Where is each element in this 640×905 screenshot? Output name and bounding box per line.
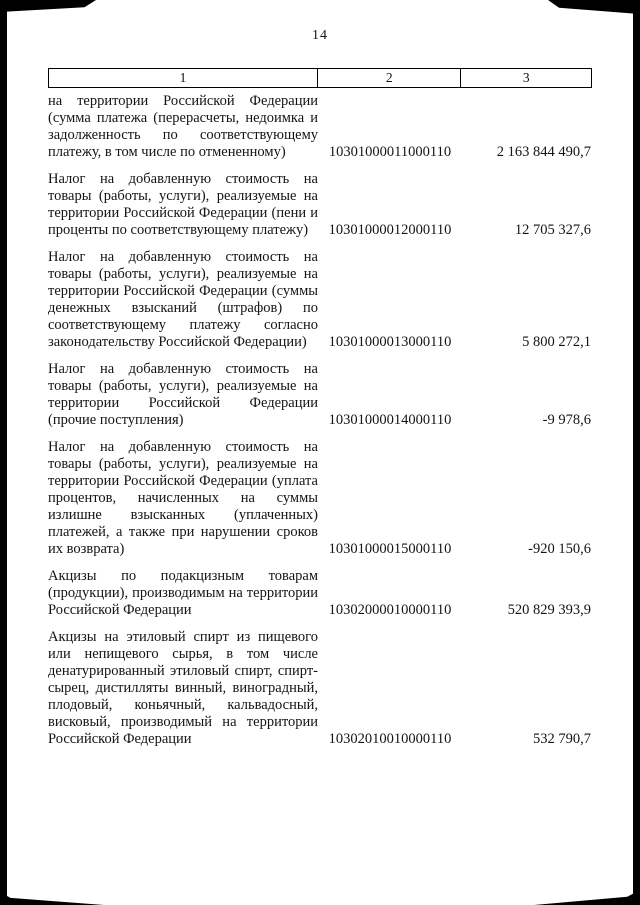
scan-corner-top-left — [0, 0, 96, 12]
table-row — [48, 249, 592, 351]
scan-corner-bottom-left — [0, 892, 104, 905]
column-header-3: 3 — [522, 70, 530, 85]
row-amount: -920 150,6 — [528, 541, 591, 557]
row-description: Налог на добавленную стоимость на товары (работы, услуги), реализуемые на территории Российской Федерации (пени и проценты по соответствующему платежу) — [48, 171, 318, 238]
table-row — [48, 171, 592, 239]
row-amount: 12 705 327,6 — [514, 222, 591, 238]
scan-corner-top-right — [548, 0, 640, 14]
row-code: 10301000014000110 — [328, 412, 452, 428]
table-header-row — [48, 68, 592, 88]
page-number: 14 — [312, 28, 328, 43]
table-body — [48, 88, 592, 748]
scan-border-left — [0, 0, 7, 905]
row-code: 10302000010000110 — [328, 602, 452, 618]
table-row — [48, 93, 592, 161]
scan-corner-bottom-right — [534, 890, 640, 905]
row-description: Акцизы на этиловый спирт из пищевого или непищевого сырья, в том числе денатурированный этиловый спирт, спирт-сырец, дистилляты винный, виноградный, плодовый, коньячный, кальвадосный, висковый, производимый на территории Российской Федерации — [48, 629, 318, 747]
row-code: 10301000011000110 — [328, 144, 452, 160]
row-code: 10301000012000110 — [328, 222, 452, 238]
row-code: 10301000013000110 — [328, 334, 452, 350]
row-code: 10302010010000110 — [328, 731, 452, 747]
row-amount: 2 163 844 490,7 — [496, 144, 591, 160]
row-description: Акцизы по подакцизным товарам (продукции), производимым на территории Российской Федерации — [48, 568, 318, 618]
table-row — [48, 361, 592, 429]
row-code: 10301000015000110 — [328, 541, 452, 557]
table-row — [48, 629, 592, 748]
row-amount: 532 790,7 — [533, 731, 591, 747]
row-amount: -9 978,6 — [542, 412, 591, 428]
row-description: на территории Российской Федерации (сумма платежа (перерасчеты, недоимка и задолженность по соответствующему платежу, в том числе по отмененному) — [48, 93, 318, 160]
row-amount: 5 800 272,1 — [522, 334, 591, 350]
column-header-2: 2 — [318, 69, 461, 87]
table-row — [48, 568, 592, 619]
budget-table — [48, 68, 592, 748]
row-description: Налог на добавленную стоимость на товары (работы, услуги), реализуемые на территории Российской Федерации (суммы денежных взысканий (штрафов) по соответствующему платежу согласно законодательству Российской Федерации) — [48, 249, 318, 350]
column-header-1: 1 — [49, 69, 318, 87]
table-row — [48, 439, 592, 558]
row-description: Налог на добавленную стоимость на товары (работы, услуги), реализуемые на территории Российской Федерации (уплата процентов, начисленных на суммы излишне взысканных (уплаченных) платежей, а также при нарушении сроков их возврата) — [48, 439, 318, 557]
row-amount: 520 829 393,9 — [507, 602, 591, 618]
row-description: Налог на добавленную стоимость на товары (работы, услуги), реализуемые на территории Российской Федерации (прочие поступления) — [48, 361, 318, 428]
scan-border-right — [633, 0, 640, 905]
